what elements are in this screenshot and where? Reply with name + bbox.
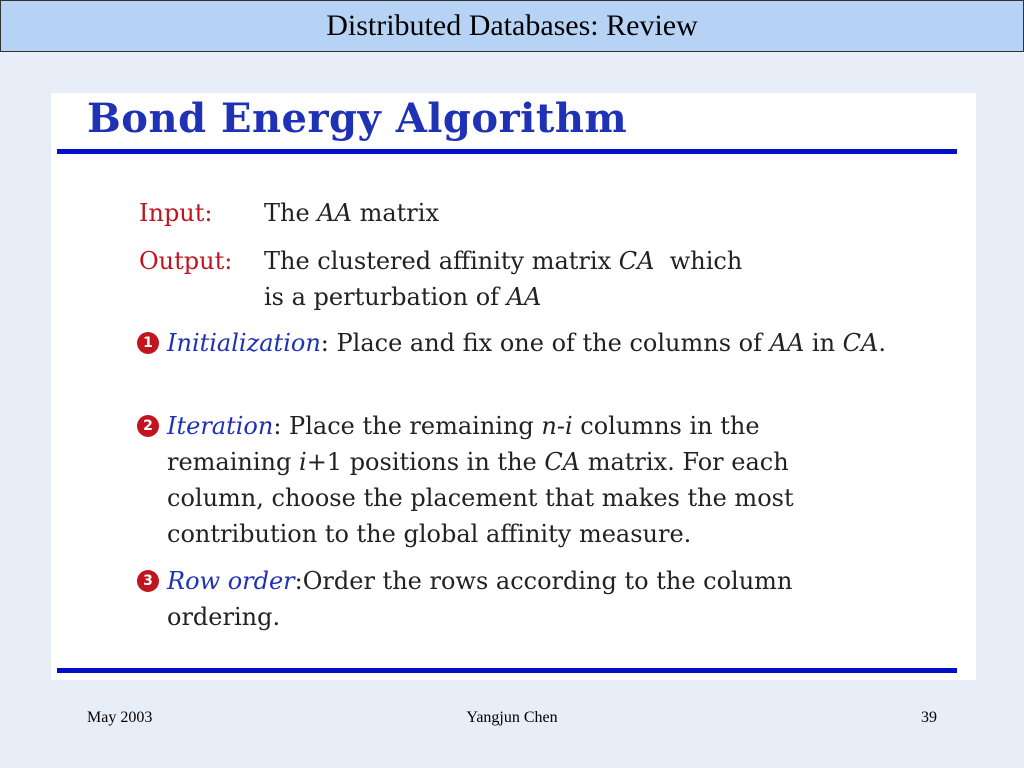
step-text: Initialization: Place and fix one of the columns of AA in CA. xyxy=(167,329,887,357)
slide-title-bar xyxy=(0,0,1024,52)
step-row-order xyxy=(137,563,887,635)
top-divider xyxy=(57,149,957,154)
slide-heading: Bond Energy Algorithm xyxy=(87,95,628,142)
input-row xyxy=(139,195,439,231)
output-row xyxy=(139,243,742,315)
step-number-badge: 1 xyxy=(137,332,159,354)
slide-title: Distributed Databases: Review xyxy=(326,9,698,42)
output-label: Output: xyxy=(139,247,233,275)
bottom-divider xyxy=(57,668,957,673)
input-text: The AA matrix xyxy=(264,199,439,227)
footer-author: Yangjun Chen xyxy=(466,709,558,726)
footer-page-number: 39 xyxy=(921,709,937,726)
step-number-badge: 2 xyxy=(137,415,159,437)
output-text: The clustered affinity matrix CA which is a perturbation of AA xyxy=(264,247,743,311)
input-label: Input: xyxy=(139,199,213,227)
step-text: Iteration: Place the remaining n-i columns in the remaining i+1 positions in the CA matrix. For each column, choose the placement that makes the most contribution to the global affinity measure. xyxy=(167,412,794,548)
step-number-badge: 3 xyxy=(137,570,159,592)
step-initialization xyxy=(137,325,887,361)
footer-date: May 2003 xyxy=(87,709,153,726)
step-iteration xyxy=(137,408,887,552)
slide-content-panel xyxy=(51,93,976,680)
step-text: Row order:Order the rows according to the column ordering. xyxy=(167,567,793,631)
